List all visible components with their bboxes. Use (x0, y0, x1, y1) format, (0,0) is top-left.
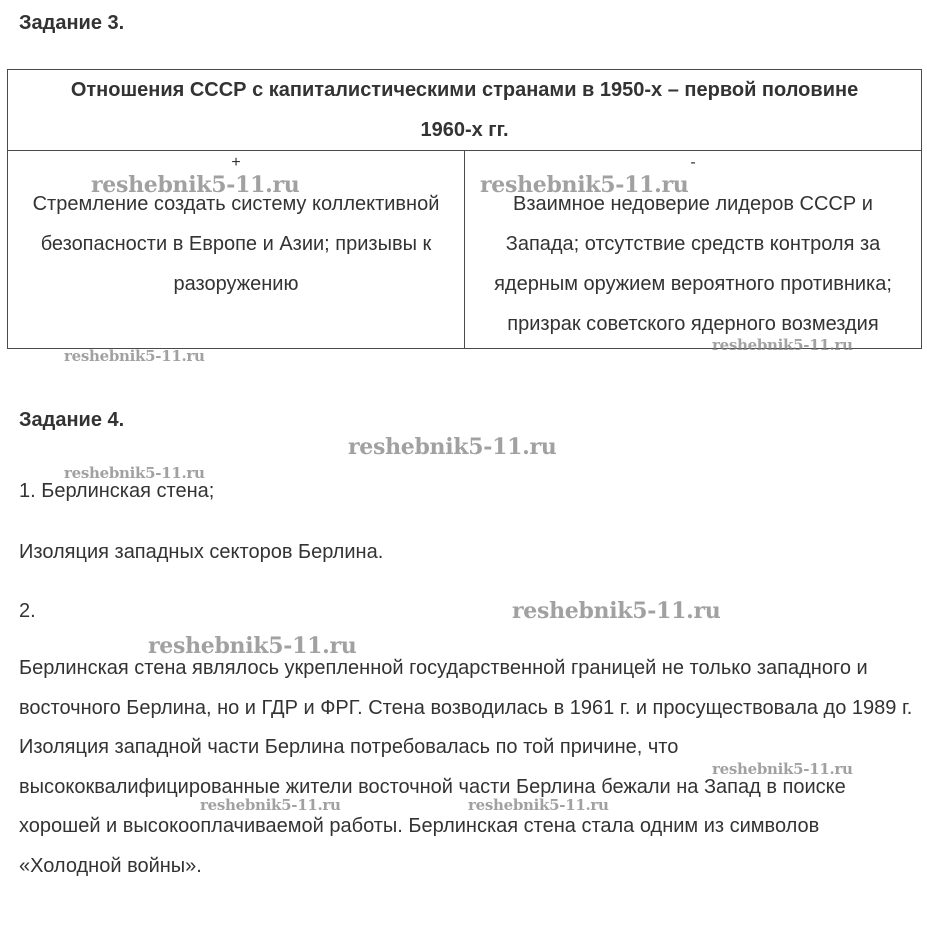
task4-heading: Задание 4. (19, 409, 125, 431)
watermark: reshebnik5-11.ru (512, 598, 721, 624)
watermark: reshebnik5-11.ru (64, 464, 205, 482)
positive-text: Стремление создать систему коллективной безопасности в Европе и Азии; призывы к разоружению (32, 193, 440, 295)
task3-heading: Задание 3. (19, 12, 125, 34)
negative-text: Взаимное недоверие лидеров СССР и Запада; отсутствие средств контроля за ядерным оружием вероятного противника; призрак советского ядерного возмездия (494, 193, 892, 335)
negative-column (465, 151, 922, 349)
watermark: reshebnik5-11.ru (468, 796, 609, 814)
watermark: reshebnik5-11.ru (200, 796, 341, 814)
relations-table (7, 69, 922, 349)
positive-column (8, 151, 465, 349)
watermark: reshebnik5-11.ru (91, 172, 300, 198)
item2-label: 2. (19, 600, 36, 622)
watermark: reshebnik5-11.ru (64, 347, 205, 365)
table-title-cell (8, 70, 922, 151)
item1-text: Изоляция западных секторов Берлина. (19, 541, 384, 563)
watermark: reshebnik5-11.ru (712, 336, 853, 354)
minus-sign: - (690, 154, 696, 171)
watermark: reshebnik5-11.ru (348, 434, 557, 460)
watermark: reshebnik5-11.ru (712, 760, 853, 778)
watermark: reshebnik5-11.ru (480, 172, 689, 198)
item2-text: Берлинская стена являлось укрепленной государственной границей не только западного и восточного Берлина, но и ГДР и ФРГ. Стена возводилась в 1961 г. и просуществовала до 1989 г. Изоляция западной части Берлина потребовалась по той причине, что высококвалифицированные жители восточной части Берлина бежали на Запад в поиске хорошей и высокооплачиваемой работы. Берлинская стена стала одним из символов «Холодной войны». (19, 657, 913, 877)
item1-label: 1. Берлинская стена; (19, 480, 215, 502)
watermark: reshebnik5-11.ru (148, 633, 357, 659)
table-title: Отношения СССР с капиталистическими странами в 1950-х – первой половине 1960-х гг. (70, 79, 859, 141)
plus-sign: + (231, 154, 241, 171)
